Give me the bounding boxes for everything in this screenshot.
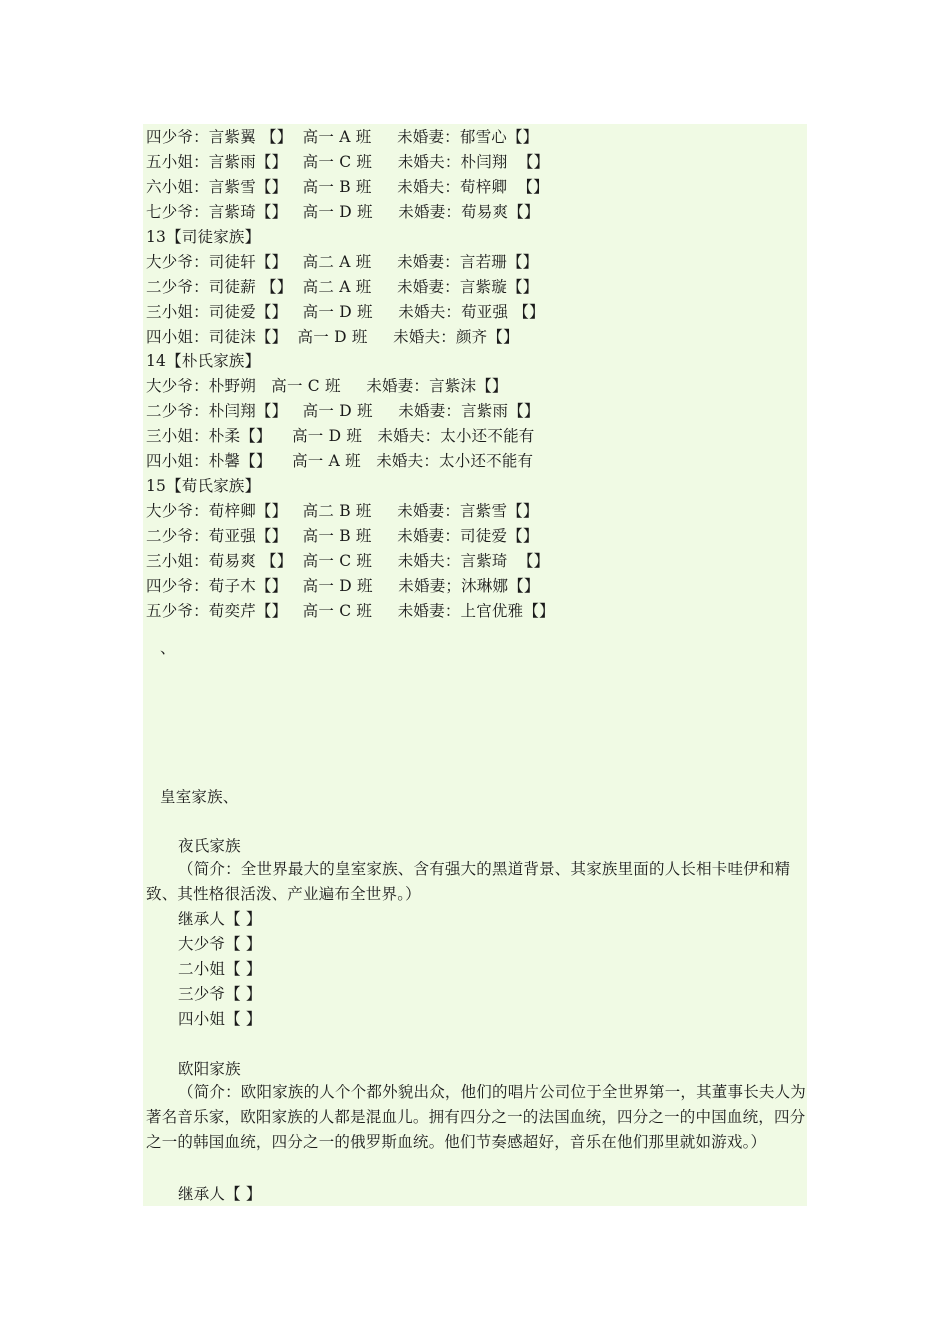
roster-line: 五小姐：言紫雨【】 高一 C 班 未婚夫：朴闫翔 【】	[146, 153, 550, 171]
family-title-ouyang: 欧阳家族	[178, 1060, 241, 1078]
roster-line: 六小姐：言紫雪【】 高一 B 班 未婚夫：荀梓卿 【】	[146, 178, 549, 196]
roster-line: 四小姐：朴馨【】 高一 A 班 未婚夫：太小还不能有	[146, 452, 534, 470]
family-heading-xun: 15【荀氏家族】	[146, 477, 261, 495]
roster-line: 二少爷：司徒薪 【】 高二 A 班 未婚妻：言紫璇【】	[146, 278, 539, 296]
member-line: 四小姐【 】	[178, 1010, 262, 1028]
member-line: 三少爷【 】	[178, 985, 262, 1003]
roster-line: 大少爷：荀梓卿【】 高二 B 班 未婚妻：言紫雪【】	[146, 502, 539, 520]
separator-mark: 、	[160, 639, 176, 657]
family-title-ye: 夜氏家族	[178, 837, 241, 855]
member-line: 大少爷【 】	[178, 935, 262, 953]
roster-line: 七少爷：言紫琦【】 高一 D 班 未婚妻：荀易爽【】	[146, 203, 540, 221]
roster-line: 四小姐：司徒沫【】 高一 D 班 未婚夫：颜齐【】	[146, 328, 519, 346]
roster-line: 五少爷：荀奕芹【】 高一 C 班 未婚妻：上官优雅【】	[146, 602, 555, 620]
family-heading-pu: 14【朴氏家族】	[146, 352, 261, 370]
roster-line: 四少爷：言紫翼 【】 高一 A 班 未婚妻：郁雪心【】	[146, 128, 539, 146]
roster-line: 三小姐：朴柔【】 高一 D 班 未婚夫：太小还不能有	[146, 427, 535, 445]
roster-line: 四少爷：荀子木【】 高一 D 班 未婚妻；沐琳娜【】	[146, 577, 540, 595]
family-intro-ye: （简介：全世界最大的皇室家族、含有强大的黑道背景、其家族里面的人长相卡哇伊和精致、其性格很活泼、产业遍布全世界。）	[146, 860, 791, 903]
roster-line: 大少爷：司徒轩【】 高二 A 班 未婚妻：言若珊【】	[146, 253, 539, 271]
family-intro-ouyang: （简介：欧阳家族的人个个都外貌出众，他们的唱片公司位于全世界第一，其董事长夫人为著名音乐家，欧阳家族的人都是混血儿。拥有四分之一的法国血统，四分之一的中国血统，四分之一的韩国血统，四分之一的俄罗斯血统。他们节奏感超好，音乐在他们那里就如游戏。）	[146, 1083, 807, 1151]
roster-line: 二少爷：荀亚强【】 高一 B 班 未婚妻：司徒爱【】	[146, 527, 539, 545]
roster-line: 三小姐：荀易爽 【】 高一 C 班 未婚夫：言紫琦 【】	[146, 552, 550, 570]
roster-line: 大少爷：朴野朔 高一 C 班 未婚妻：言紫沫【】	[146, 377, 508, 395]
family-heading-situ: 13【司徒家族】	[146, 228, 261, 246]
roster-line: 三小姐：司徒爱【】 高一 D 班 未婚夫：荀亚强 【】	[146, 303, 545, 321]
member-line: 继承人【 】	[178, 910, 262, 928]
member-line: 继承人【 】	[178, 1185, 262, 1203]
member-line: 二小姐【 】	[178, 960, 262, 978]
royal-heading: 皇室家族、	[160, 788, 239, 806]
roster-line: 二少爷：朴闫翔【】 高一 D 班 未婚妻：言紫雨【】	[146, 402, 540, 420]
